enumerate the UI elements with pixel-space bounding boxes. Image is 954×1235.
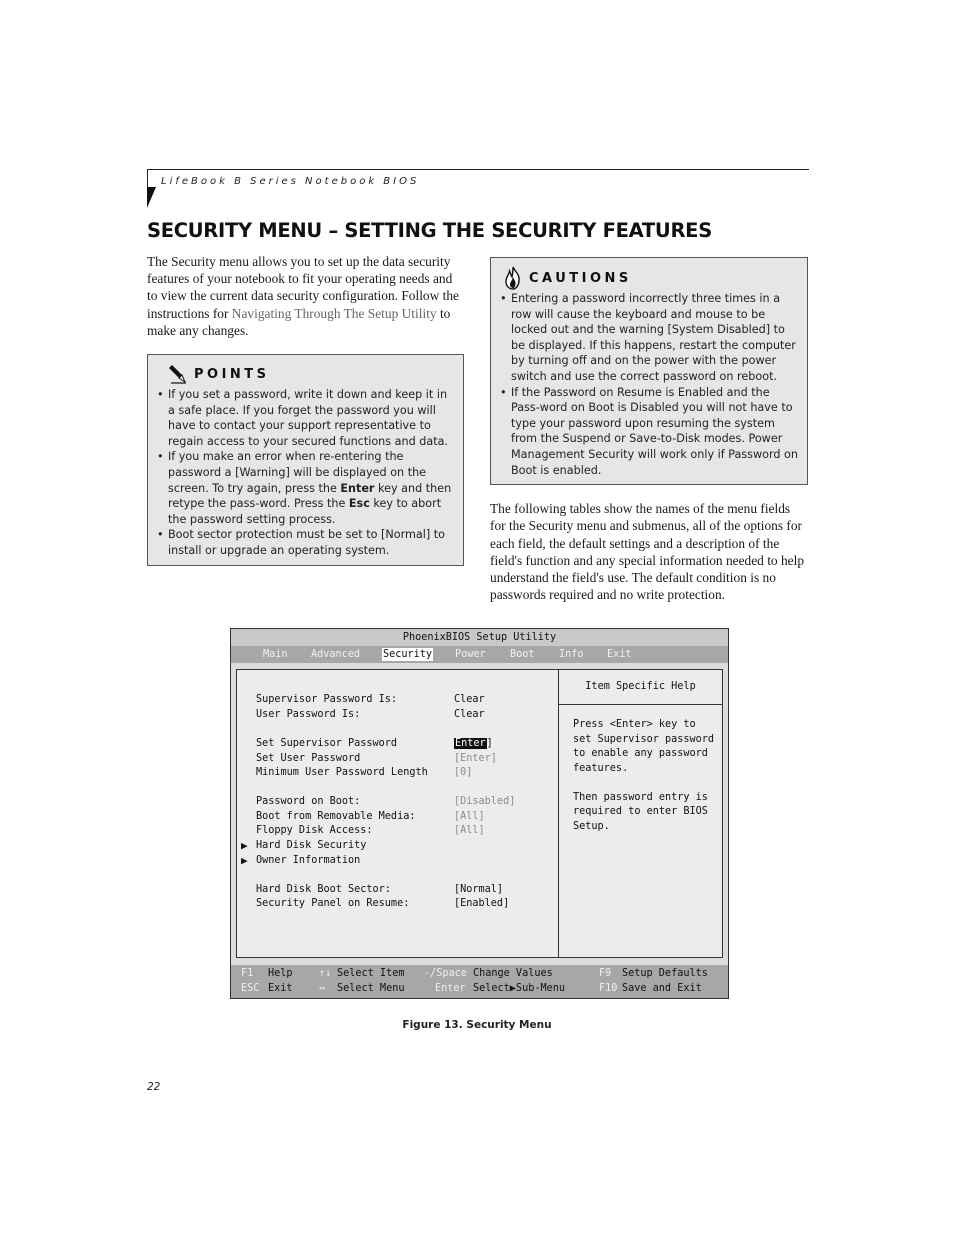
header-rule [147,169,809,170]
bios-menu-security[interactable]: Security [383,649,433,660]
bios-footer [231,965,728,998]
cautions-header [503,266,632,290]
footer-key-esc: ESC [241,983,260,994]
help-divider [558,670,559,957]
bios-row-owner-information[interactable]: ▶ Owner Information [241,854,361,867]
submenu-arrow-icon: ▶ [241,854,248,867]
bios-menu-main[interactable]: Main [263,649,288,660]
bios-menu-exit[interactable]: Exit [607,649,632,660]
points-header [168,363,270,385]
bios-menu-boot[interactable]: Boot [510,649,535,660]
points-item: • Boot sector protection must be set to [Normal] to install or upgrade an operating system. [157,527,455,558]
bios-row-floppy-disk-access[interactable]: Floppy Disk Access: [All] [256,825,485,836]
intro-paragraph [147,253,465,339]
item-specific-help-text: Press <Enter> key to set Supervisor password to enable any password features. Then password entry is required to enter BIOS Setup. [573,719,715,832]
bios-screen [230,628,729,999]
bios-row-password-on-boot[interactable]: Password on Boot: [Disabled] [256,796,516,807]
footer-text-help: Help [268,968,293,979]
footer-text-select-menu: Select Menu [337,983,405,994]
bios-row-hard-disk-security[interactable]: ▶ Hard Disk Security [241,839,367,852]
tables-description: The following tables show the names of the menu fields for the Security menu and submenus, all of the options for each field, the default settings and a description of the field's function and any special information needed to help understand the field's use. The default condition is no passwords required and no write protection. [490,501,805,603]
cautions-box [490,257,808,485]
item-specific-help-header: Item Specific Help [559,670,722,705]
running-head: LifeBook B Series Notebook BIOS [161,176,420,187]
footer-key-left-right: ↔ [319,983,326,994]
header-wedge-mark [147,187,156,208]
footer-text-change-values: Change Values [473,968,553,979]
selected-value[interactable]: Enter] [455,738,493,749]
footer-key-up-down: ↑↓ [319,968,332,979]
bios-row-hard-disk-boot-sector[interactable]: Hard Disk Boot Sector: [Normal] [256,884,504,895]
footer-key-enter: Enter [435,983,466,994]
footer-key-f10: F10 [599,983,618,994]
bios-row-set-supervisor-password[interactable]: Set Supervisor Password Enter] [256,738,493,749]
navigating-link[interactable]: Navigating Through The Setup Utility [231,305,437,321]
points-list [157,387,455,559]
bios-menubar [231,646,728,663]
bios-row-user-password-is[interactable]: User Password Is: Clear [256,709,485,720]
pencil-icon [168,363,188,385]
footer-text-select-item: Select Item [337,968,405,979]
bios-settings-panel [236,669,723,958]
intro-text-after: to make any changes. [147,305,451,338]
footer-key-f1: F1 [241,968,254,979]
bios-row-security-panel-on-resume[interactable]: Security Panel on Resume: [Enabled] [256,898,510,909]
submenu-arrow-icon: ▶ [241,839,248,852]
bios-row-supervisor-password-is[interactable]: Supervisor Password Is: Clear [256,694,485,705]
esc-key-label: Esc [348,497,370,511]
footer-text-save-and-exit: Save and Exit [622,983,702,994]
points-box [147,354,464,566]
enter-key-label: Enter [340,481,375,495]
bios-title: PhoenixBIOS Setup Utility [231,629,728,647]
fire-icon [503,266,523,290]
bios-row-set-user-password[interactable]: Set User Password [Enter] [256,753,497,764]
footer-text-select-submenu: Select▶Sub-Menu [473,983,566,994]
points-item: • If you set a password, write it down and keep it in a safe place. If you forget the password you will have to contact your support representative to regain access to your secured functions and data. [157,387,455,449]
points-heading: POINTS [194,366,270,382]
figure-caption: Figure 13. Security Menu [402,1019,552,1031]
bios-row-minimum-user-password-length[interactable]: Minimum User Password Length [0] [256,767,473,778]
footer-text-setup-defaults: Setup Defaults [622,968,708,979]
bios-menu-power[interactable]: Power [455,649,486,660]
cautions-list [500,291,800,478]
page-number: 22 [147,1081,161,1093]
footer-key-space: -/Space [424,968,467,979]
cautions-item: • Entering a password incorrectly three times in a row will cause the keyboard and mouse to be locked out and the warning [System Disabled] to be displayed. If this happens, restart the computer by turning off and on the power with the power switch and use the correct password on reboot. [500,291,800,385]
bios-menu-advanced[interactable]: Advanced [311,649,361,660]
bios-menu-info[interactable]: Info [559,649,584,660]
cautions-item: • If the Password on Resume is Enabled and the Pass-word on Boot is Disabled you will not have to type your password upon resuming the system from the Suspend or Save-to-Disk modes. Power Management Security will work only if Password on Boot is enabled. [500,385,800,479]
intro-text-before: The Security menu allows you to set up the data security features of your notebook to fit your operating needs and to view the current data security configuration. Follow the instructions for [147,254,459,321]
cautions-heading: CAUTIONS [529,270,632,286]
page-title: SECURITY MENU – SETTING THE SECURITY FEATURES [147,219,712,242]
footer-text-exit: Exit [268,983,293,994]
bios-row-boot-from-removable-media[interactable]: Boot from Removable Media: [All] [256,811,485,822]
footer-key-f9: F9 [599,968,612,979]
points-item: • If you make an error when re-entering the password a [Warning] will be displayed on the screen. To try again, press the Enter key and then retype the pass-word. Press the Esc key to abort the password setting process. [157,449,455,527]
